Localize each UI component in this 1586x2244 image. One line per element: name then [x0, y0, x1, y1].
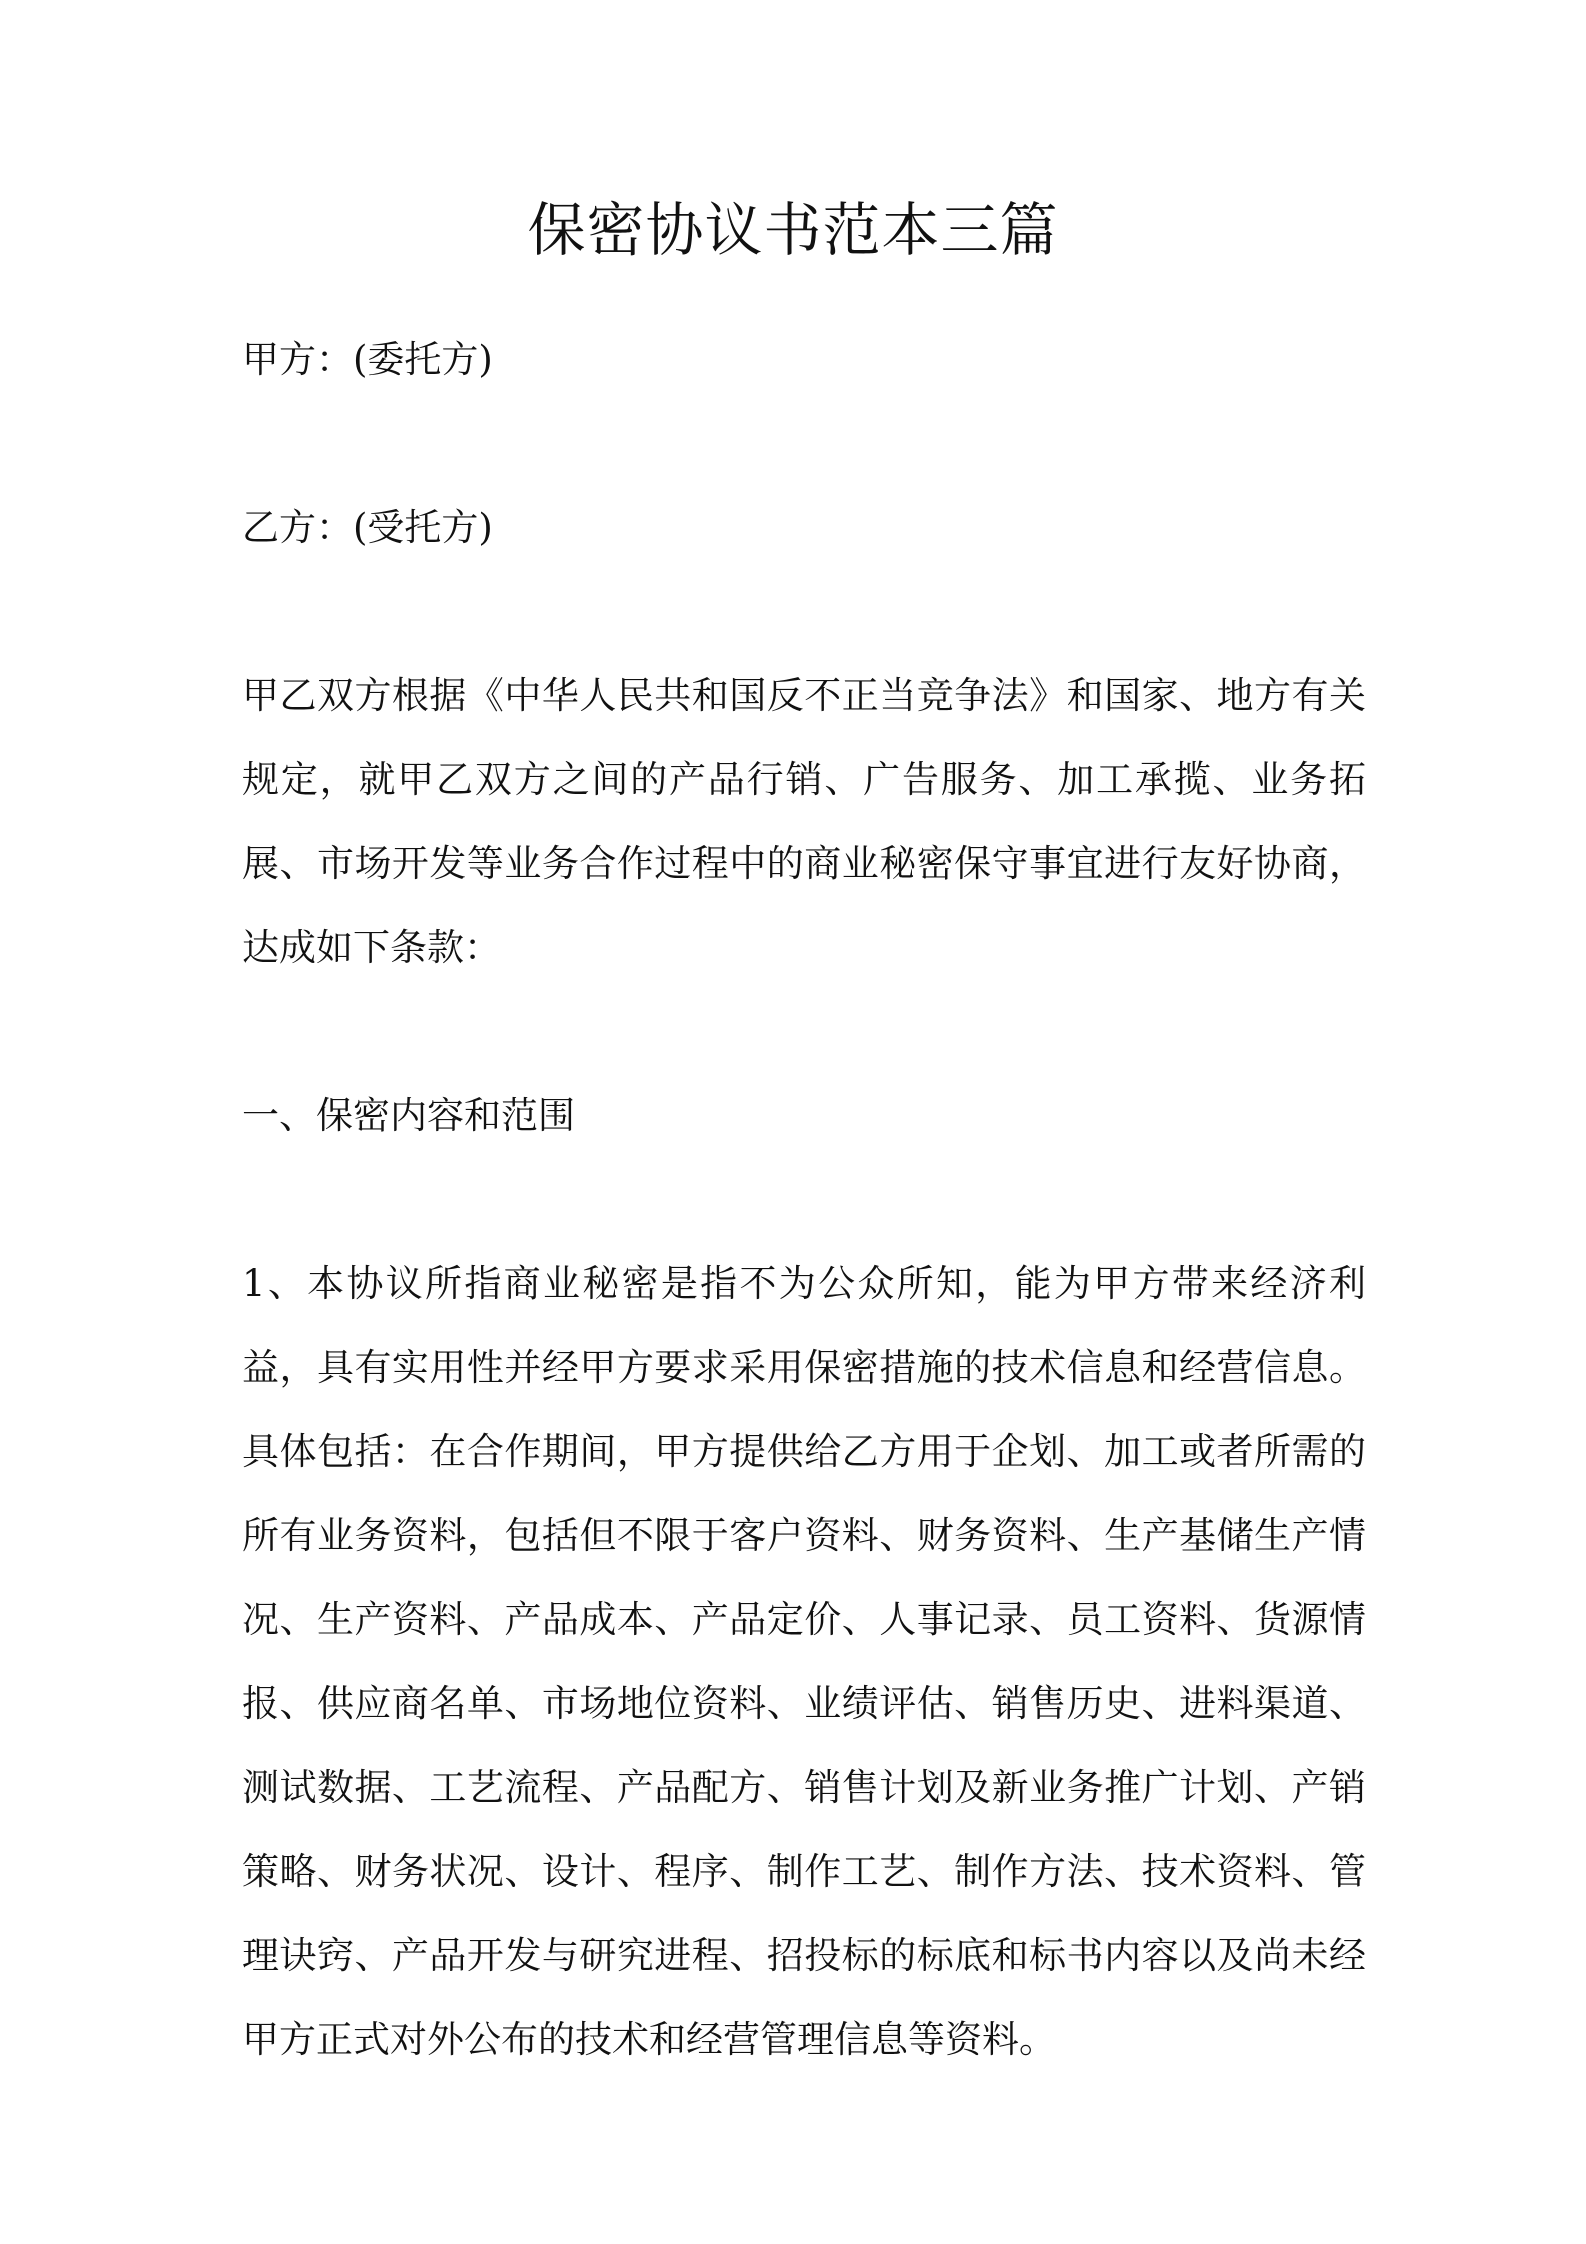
party-b-line: 乙方：(受托方): [242, 506, 493, 549]
party-a-line: 甲方：(委托方): [242, 338, 493, 381]
clause-paragraph: 1、本协议所指商业秘密是指不为公众所知，能为甲方带来经济利益，具有实用性并经甲方要求采用保密措施的技术信息和经营信息。具体包括：在合作期间，甲方提供给乙方用于企划、加工或者所需的所有业务资料，包括但不限于客户资料、财务资料、生产基储生产情况、生产资料、产品成本、产品定价、人事记录、员工资料、货源情报、供应商名单、市场地位资料、业绩评估、销售历史、进料渠道、测试数据、工艺流程、产品配方、销售计划及新业务推广计划、产销策略、财务状况、设计、程序、制作工艺、制作方法、技术资料、管理诀窍、产品开发与研究进程、招投标的标底和标书内容以及尚未经甲方正式对外公布的技术和经营管理信息等资料。: [242, 1262, 1366, 2061]
document-body: [242, 318, 1366, 2082]
intro-paragraph: 甲乙双方根据《中华人民共和国反不正当竞争法》和国家、地方有关规定，就甲乙双方之间的产品行销、广告服务、加工承揽、业务拓展、市场开发等业务合作过程中的商业秘密保守事宜进行友好协商，达成如下条款：: [242, 674, 1366, 969]
document-title: 保密协议书范本三篇: [527, 196, 1059, 264]
section-heading: 一、保密内容和范围: [242, 1094, 575, 1137]
